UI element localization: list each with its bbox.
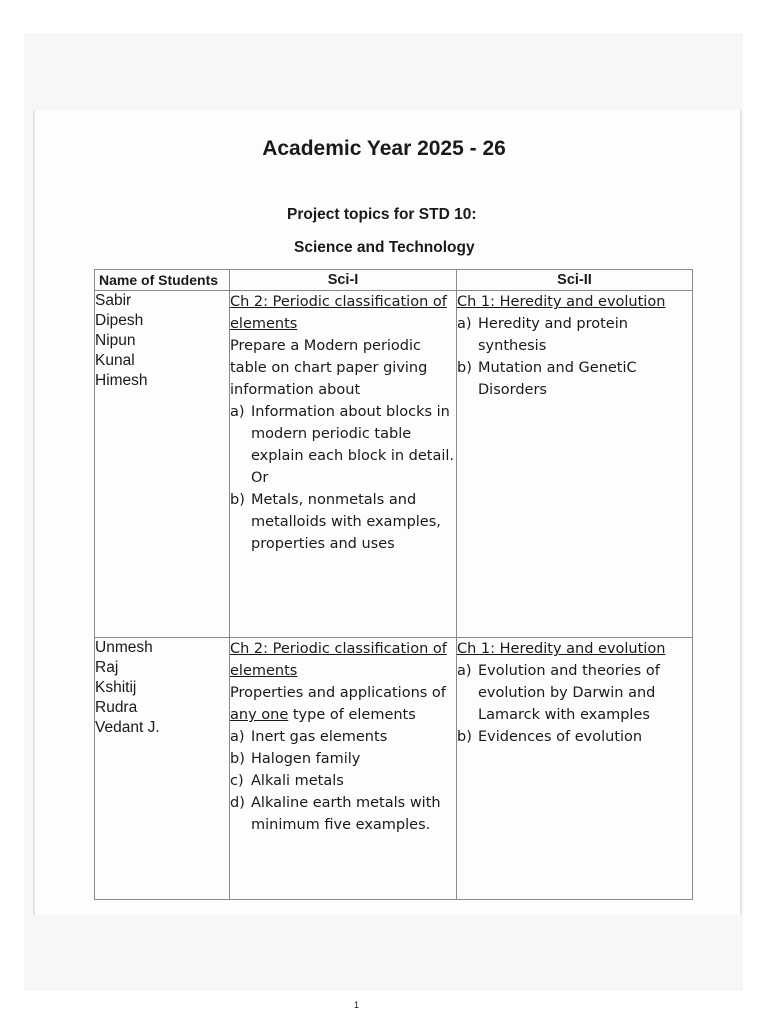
list-item (230, 792, 456, 836)
student-name: Sabir (95, 292, 132, 309)
item-label: b) (230, 492, 245, 508)
document-title: Academic Year 2025 - 26 (262, 137, 506, 160)
header-sci2: Sci-II (457, 270, 693, 291)
student-name: Rudra (95, 699, 138, 716)
page-number: 1 (354, 1000, 360, 1010)
table-header-row (95, 270, 693, 291)
student-name: Raj (95, 659, 119, 676)
item-label: b) (230, 751, 245, 767)
chapter-title: Ch 1: Heredity and evolution (457, 641, 666, 657)
student-name: Himesh (95, 372, 148, 389)
item-label: a) (457, 663, 472, 679)
sci2-topic-cell (457, 638, 693, 900)
chapter-title: Ch 2: Periodic classification of elements (230, 641, 447, 679)
item-text: Mutation and GenetiC Disorders (478, 360, 637, 398)
list-item (457, 357, 692, 401)
item-text: Evolution and theories of evolution by Darwin and Lamarck with examples (478, 663, 660, 723)
list-item (457, 660, 692, 726)
table-row (95, 638, 693, 900)
item-label: b) (457, 360, 472, 376)
item-text: Halogen family (251, 751, 361, 767)
item-text: Alkaline earth metals with minimum five examples. (251, 795, 441, 833)
item-text: Alkali metals (251, 773, 344, 789)
item-label: a) (457, 316, 472, 332)
item-text: Heredity and protein synthesis (478, 316, 628, 354)
item-label: a) (230, 404, 245, 420)
list-item (230, 489, 456, 555)
chapter-title: Ch 1: Heredity and evolution (457, 294, 666, 310)
item-label: d) (230, 795, 245, 811)
student-name: Dipesh (95, 312, 144, 329)
intro-emphasis: any one (230, 707, 289, 723)
list-item (230, 726, 456, 748)
student-name: Kshitij (95, 679, 137, 696)
student-name: Nipun (95, 332, 136, 349)
intro-text: type of elements (288, 707, 416, 723)
student-name: Vedant J. (95, 719, 160, 736)
student-name: Unmesh (95, 639, 153, 656)
student-names-cell (95, 638, 230, 900)
topic-list (230, 489, 456, 555)
item-text: Information about blocks in modern periodic table explain each block in detail. (251, 404, 455, 464)
student-names-cell (95, 291, 230, 638)
list-item (230, 748, 456, 770)
intro-text: Properties and applications of (230, 685, 446, 701)
item-label: a) (230, 729, 245, 745)
topic-list (230, 401, 456, 467)
list-item (457, 313, 692, 357)
topic-list (230, 726, 456, 836)
task-intro (230, 682, 456, 726)
sci2-topic-cell (457, 291, 693, 638)
item-text: Metals, nonmetals and metalloids with examples, properties and uses (251, 492, 441, 552)
item-label: c) (230, 773, 244, 789)
chapter-title: Ch 2: Periodic classification of elements (230, 294, 447, 332)
list-item (230, 401, 456, 467)
item-text: Inert gas elements (251, 729, 388, 745)
header-sci1: Sci-I (230, 270, 457, 291)
task-intro: Prepare a Modern periodic table on chart paper giving information about (230, 338, 428, 398)
list-item (230, 770, 456, 792)
header-names: Name of Students (95, 270, 230, 291)
topic-list (457, 660, 692, 748)
topic-list (457, 313, 692, 401)
item-label: b) (457, 729, 472, 745)
project-topics-heading: Project topics for STD 10: (287, 206, 477, 223)
student-name: Kunal (95, 352, 135, 369)
table-row (95, 291, 693, 638)
sci1-topic-cell (230, 291, 457, 638)
subject-heading: Science and Technology (294, 239, 475, 256)
list-item (457, 726, 692, 748)
project-topics-table (94, 269, 693, 900)
sci1-topic-cell (230, 638, 457, 900)
or-separator: Or (251, 470, 269, 486)
item-text: Evidences of evolution (478, 729, 643, 745)
